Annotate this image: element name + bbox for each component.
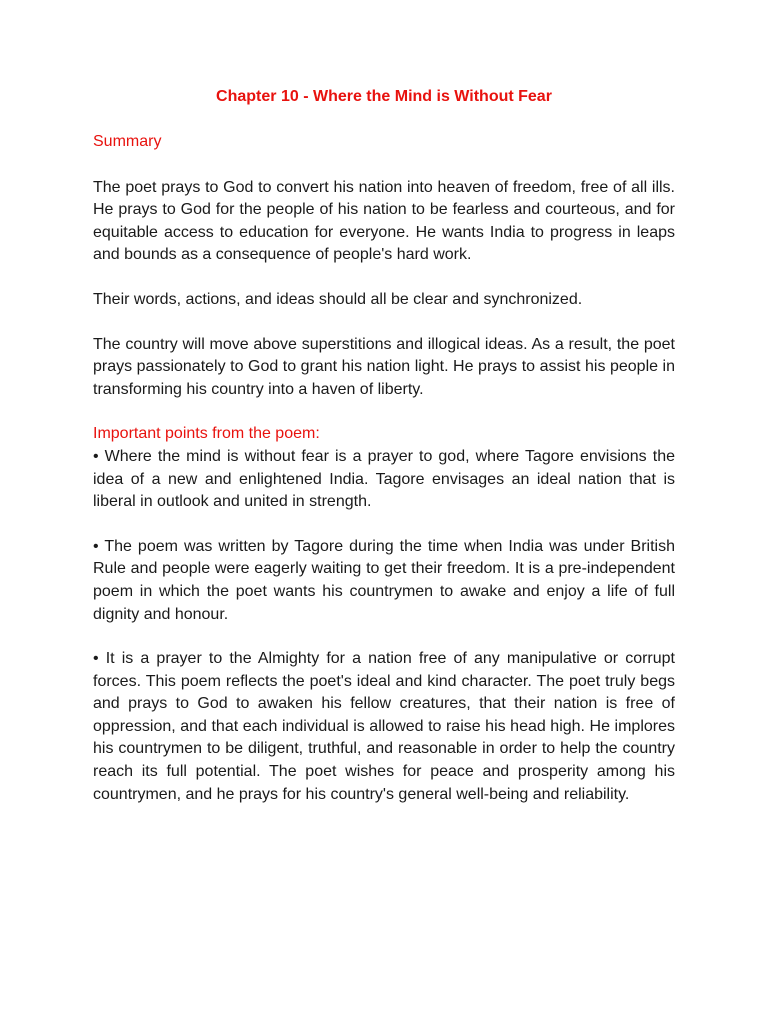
important-points-heading: Important points from the poem: (93, 425, 320, 443)
summary-paragraph: Their words, actions, and ideas should all be clear and synchronized. (93, 290, 583, 308)
summary-paragraph: The poet prays to God to convert his nation into heaven of freedom, free of all ills. He prays to God for the people of his nation to be fearless and courteous, and for equitable access to education for everyone. He wants India to progress in leaps and bounds as a consequence of people's hard work. (93, 178, 675, 264)
bullet-point: • It is a prayer to the Almighty for a nation free of any manipulative or corrupt forces. This poem reflects the poet's ideal and kind character. The poet truly begs and prays to God to awaken his fellow creatures, that their nation is free of oppression, and that each individual is allowed to raise his head high. He implores his countrymen to be diligent, truthful, and reasonable in order to help the country reach its full potential. The poet wishes for peace and prosperity among his countrymen, and he prays for his country's general well-being and reliability. (93, 650, 675, 803)
summary-heading: Summary (93, 133, 162, 150)
spacer (93, 401, 675, 423)
spacer (93, 312, 675, 334)
document-body (93, 131, 675, 806)
spacer (93, 154, 675, 177)
spacer (93, 267, 675, 289)
summary-paragraph: The country will move above superstitions and illogical ideas. As a result, the poet prays passionately to God to grant his nation light. He prays to assist his people in transforming his country into a haven of liberty. (93, 335, 675, 398)
spacer (93, 514, 675, 536)
chapter-title: Chapter 10 - Where the Mind is Without Fear (216, 88, 552, 105)
bullet-point: • The poem was written by Tagore during the time when India was under British Rule and people were eagerly waiting to get their freedom. It is a pre-independent poem in which the poet wants his countrymen to awake and enjoy a life of full dignity and honour. (93, 537, 675, 623)
spacer (93, 626, 675, 648)
bullet-point: • Where the mind is without fear is a prayer to god, where Tagore envisions the idea of a new and enlightened India. Tagore envisages an ideal nation that is liberal in outlook and united in strength. (93, 447, 675, 511)
